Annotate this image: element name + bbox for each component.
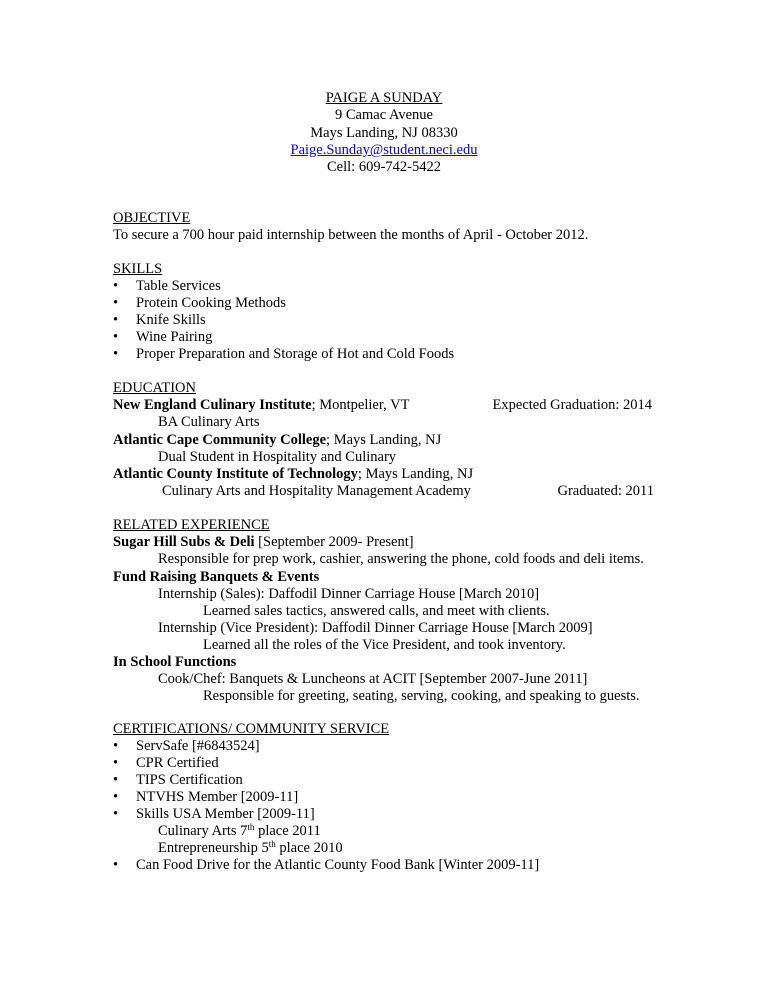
bullet: • [113, 789, 119, 805]
street-address: 9 Camac Avenue [335, 107, 433, 123]
job-title: In School Functions [113, 654, 237, 670]
bullet: • [113, 772, 119, 788]
bullet: • [113, 329, 119, 345]
school-name: Atlantic Cape Community College [113, 432, 327, 448]
city-address: Mays Landing, NJ 08330 [310, 125, 458, 141]
bullet: • [113, 346, 119, 362]
bullet: • [113, 738, 119, 754]
school-detail: Dual Student in Hospitality and Culinary [158, 449, 397, 465]
job-role: Cook/Chef: Banquets & Luncheons at ACIT [September 2007-June 2011] [158, 671, 588, 687]
objective-text: To secure a 700 hour paid internship between the months of April - October 2012. [113, 227, 589, 243]
graduation-date: Graduated: 2011 [557, 483, 654, 499]
job-role: Internship (Sales): Daffodil Dinner Carriage House [March 2010] [158, 586, 540, 602]
bullet: • [113, 755, 119, 771]
bullet: • [113, 278, 119, 294]
experience-heading: RELATED EXPERIENCE [113, 517, 270, 533]
job-role: Internship (Vice President): Daffodil Dinner Carriage House [March 2009] [158, 620, 593, 636]
graduation-date: Expected Graduation: 2014 [492, 397, 652, 413]
school-location: ; Mays Landing, NJ [357, 466, 474, 482]
job-description: Learned all the roles of the Vice President, and took inventory. [203, 637, 566, 653]
cell-phone: Cell: 609-742-5422 [327, 159, 441, 175]
cert-subitem: Entrepreneurship 5th place 2010 [158, 839, 343, 856]
school-name: Atlantic County Institute of Technology [113, 466, 358, 482]
school-name: New England Culinary Institute [113, 397, 312, 413]
job-title: Sugar Hill Subs & Deli [113, 534, 255, 550]
school-location: ; Mays Landing, NJ [326, 432, 442, 448]
certifications-heading: CERTIFICATIONS/ COMMUNITY SERVICE [113, 721, 390, 737]
school-detail: Culinary Arts and Hospitality Management Academy [162, 483, 471, 499]
school-location: ; Montpelier, VT [311, 397, 410, 413]
school-detail: BA Culinary Arts [158, 414, 260, 430]
job-title-line [113, 534, 414, 551]
job-title: Fund Raising Banquets & Events [113, 569, 320, 585]
resume-page: PAIGE A SUNDAY 9 Camac Avenue Mays Landing, NJ 08330 Paige.Sunday@student.neci.edu Cell: 609-742-5422 OBJECTIVE To secure a 700 hour paid internship between the months of April - October 2012. SKILLS • Table Services • Protein Cooking Methods • Knife Skills • Wine Pairing • Proper Preparation and Storage of Hot and Cold Foods EDUCATION New England Culinary Institute; Montpelier, VT Expected Graduation: 2014 BA Culinary Arts Atlantic Cape Community College; Mays Landing, NJ Dual Student in Hospitality and Culinary Atlantic County Institute of Technology; Mays Landing, NJ Culinary Arts and Hospitality Management Academy Graduated: 2011 RELATED EXPERIENCE Sugar Hill Subs & Deli [September 2009- Present] Responsible for prep work, cashier, answering the phone, cold foods and deli items. Fund Raising Banquets & Events Internship (Sales): Daffodil Dinner Carriage House [March 2010] Learned sales tactics, answered calls, and meet with clients. Internship (Vice President): Daffodil Dinner Carriage House [March 2009] Learned all the roles of the Vice President, and took inventory. In School Functions Cook/Chef: Banquets & Luncheons at ACIT [September 2007-June 2011] Responsible for greeting, seating, serving, cooking, and speaking to guests. CERTIFICATIONS/ COMMUNITY SERVICE • ServSafe [#6843524] • CPR Certified • TIPS Certification • NTVHS Member [2009-11] • Skills USA Member [2009-11] Culinary Arts 7th place 2011 Entrepreneurship 5th place 2010 • Can Food Drive for the Atlantic County Food Bank [Winter 2009-11] [0, 0, 768, 994]
cert-subitem: Culinary Arts 7th place 2011 [158, 822, 321, 839]
education-heading: EDUCATION [113, 380, 196, 396]
email-link[interactable]: Paige.Sunday@student.neci.edu [290, 142, 478, 158]
bullet: • [113, 857, 119, 873]
job-description: Learned sales tactics, answered calls, and meet with clients. [203, 603, 550, 619]
bullet: • [113, 806, 119, 822]
job-description: Responsible for greeting, seating, serving, cooking, and speaking to guests. [203, 688, 640, 704]
job-dates: [September 2009- Present] [254, 534, 414, 550]
bullet: • [113, 295, 119, 311]
bullet: • [113, 312, 119, 328]
school-name-line [113, 466, 473, 483]
job-description: Responsible for prep work, cashier, answering the phone, cold foods and deli items. [158, 551, 644, 567]
objective-heading: OBJECTIVE [113, 210, 191, 226]
resume-name: PAIGE A SUNDAY [325, 90, 443, 106]
school-name-line [113, 397, 409, 414]
skills-heading: SKILLS [113, 261, 163, 277]
school-name-line [113, 432, 441, 449]
email-container [0, 142, 768, 159]
